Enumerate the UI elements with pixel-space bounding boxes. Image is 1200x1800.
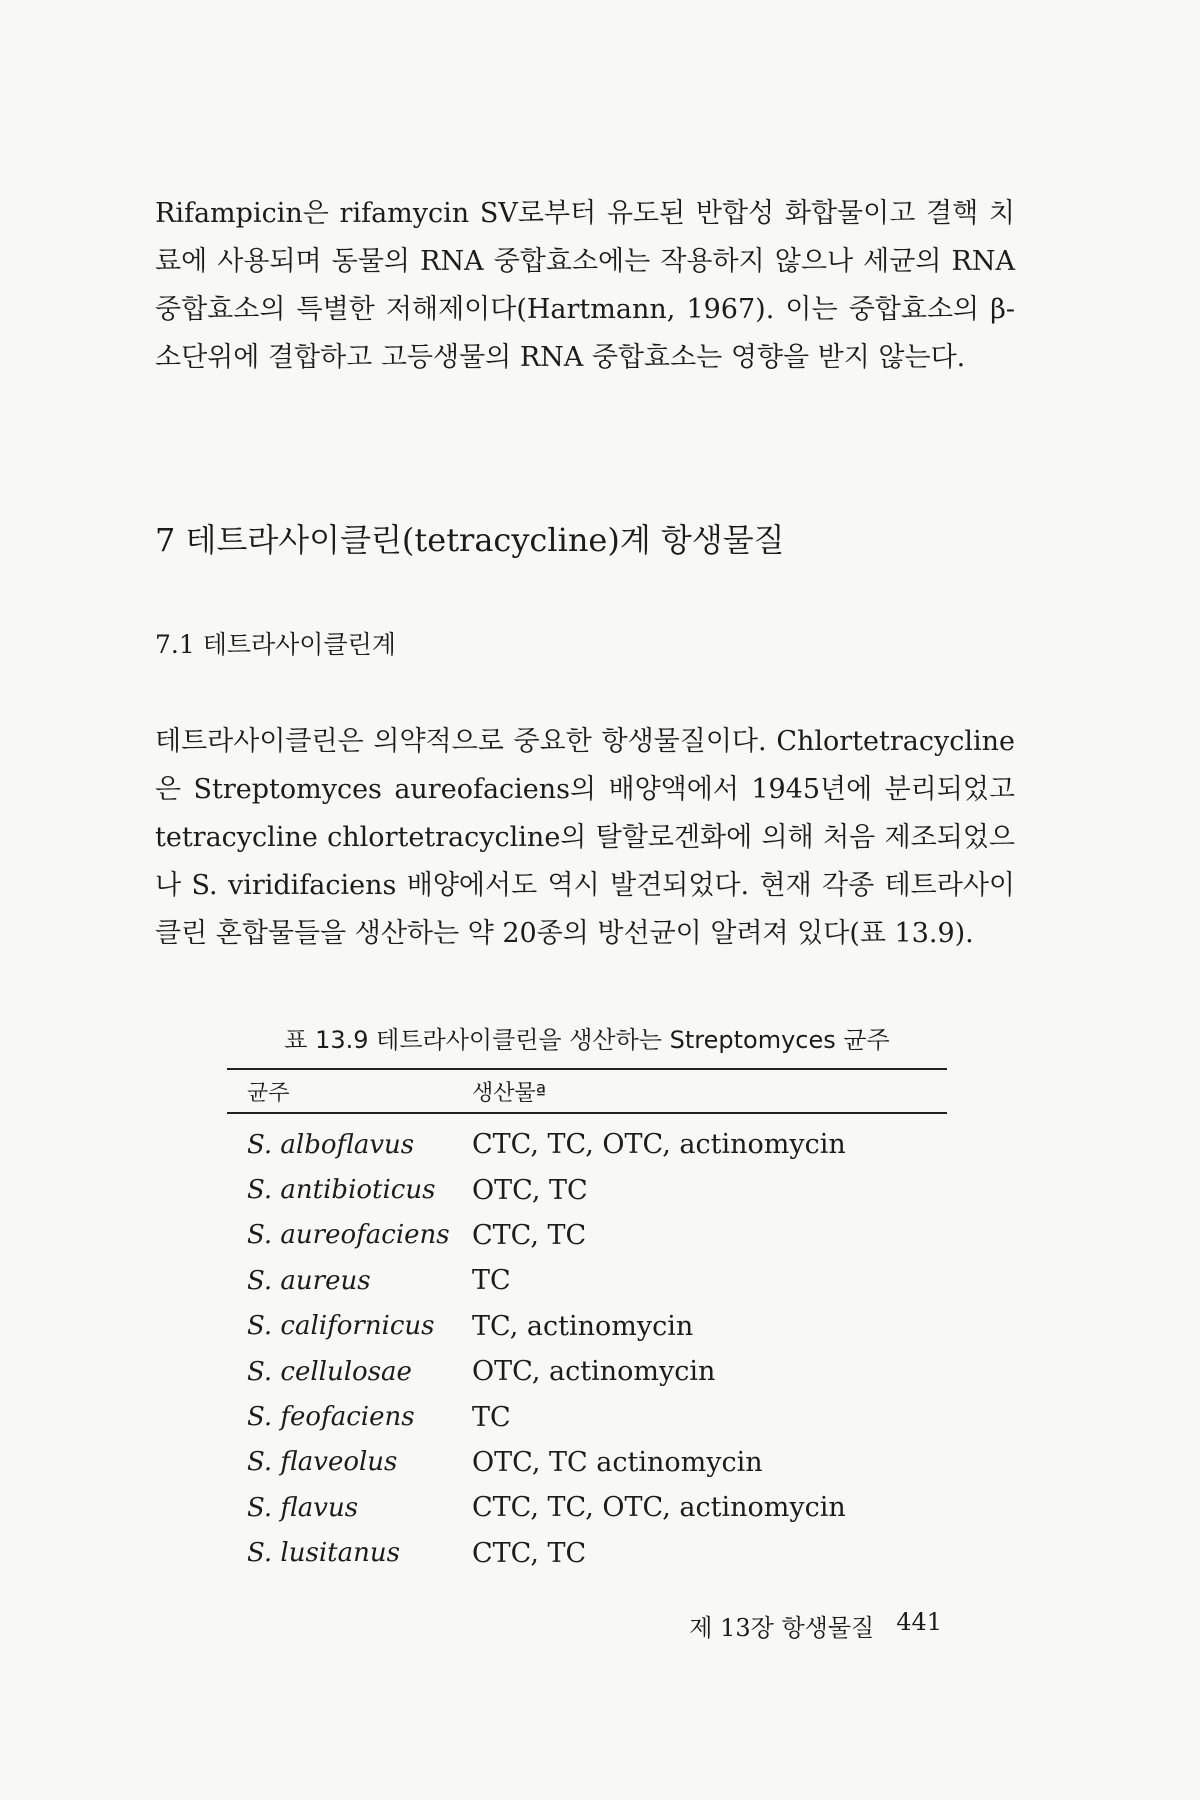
product-list: CTC, TC, OTC, actinomycin bbox=[472, 1492, 846, 1524]
strain-name: S. flavus bbox=[247, 1492, 359, 1523]
strain-table bbox=[227, 1068, 947, 1576]
product-list: CTC, TC, OTC, actinomycin bbox=[472, 1129, 846, 1161]
page-number: 441 bbox=[896, 1608, 942, 1636]
table-row bbox=[227, 1440, 947, 1485]
product-list: TC bbox=[472, 1401, 511, 1433]
table-caption: 표 13.9 테트라사이클린을 생산하는 Streptomyces 균주 bbox=[284, 1026, 890, 1054]
strain-name: S. feofaciens bbox=[247, 1402, 415, 1433]
product-list: OTC, actinomycin bbox=[472, 1356, 716, 1388]
header-strain: 균주 bbox=[247, 1080, 290, 1106]
intro-paragraph: Rifampicin은 rifamycin SV로부터 유도된 반합성 화합물이고 결핵 치료에 사용되며 동물의 RNA 중합효소에는 작용하지 않으나 세균의 RNA 중합효소의 특별한 저해제이다(Hartmann, 1967). 이는 중합효소의 β-소단위에 결합하고 고등생물의 RNA 중합효소는 영향을 받지 않는다. bbox=[155, 198, 1015, 373]
strain-name: S. cellulosae bbox=[247, 1356, 412, 1387]
table-row bbox=[227, 1258, 947, 1303]
table-header-row bbox=[227, 1070, 947, 1112]
strain-name: S. aureofaciens bbox=[247, 1220, 450, 1251]
table-row bbox=[227, 1394, 947, 1439]
table-row bbox=[227, 1349, 947, 1394]
strain-name: S. flaveolus bbox=[247, 1447, 398, 1478]
table-row bbox=[227, 1213, 947, 1258]
product-list: CTC, TC bbox=[472, 1537, 587, 1569]
strain-name: S. antibioticus bbox=[247, 1175, 436, 1206]
subsection-title: 7.1 테트라사이클린계 bbox=[155, 630, 396, 659]
strain-name: S. lusitanus bbox=[247, 1538, 400, 1569]
header-product: 생산물ª bbox=[472, 1080, 547, 1106]
body-paragraph: 테트라사이클린은 의약적으로 중요한 항생물질이다. Chlortetracycline은 Streptomyces aureofaciens의 배양액에서 1945년에 분리되었고 tetracycline chlortetracycline의 탈할로겐화에 의해 처음 제조되었으나 S. viridifaciens 배양에서도 역시 발견되었다. 현재 각종 테트라사이클린 혼합물들을 생산하는 약 20종의 방선균이 알려져 있다(표 13.9). bbox=[155, 726, 1015, 949]
table-body bbox=[227, 1114, 947, 1576]
table-row bbox=[227, 1304, 947, 1349]
table-row bbox=[227, 1167, 947, 1212]
table-row bbox=[227, 1122, 947, 1167]
product-list: TC, actinomycin bbox=[472, 1310, 694, 1342]
section-title: 7 테트라사이클린(tetracycline)계 항생물질 bbox=[155, 521, 785, 559]
page-footer bbox=[689, 1608, 942, 1643]
strain-name: S. aureus bbox=[247, 1265, 371, 1296]
product-list: CTC, TC bbox=[472, 1219, 587, 1251]
strain-name: S. californicus bbox=[247, 1311, 435, 1342]
chapter-label: 제 13장 항생물질 bbox=[689, 1614, 875, 1642]
product-list: OTC, TC actinomycin bbox=[472, 1446, 763, 1478]
strain-name: S. alboflavus bbox=[247, 1129, 415, 1160]
table-row bbox=[227, 1485, 947, 1530]
table-row bbox=[227, 1531, 947, 1576]
product-list: OTC, TC bbox=[472, 1174, 588, 1206]
product-list: TC bbox=[472, 1265, 511, 1297]
